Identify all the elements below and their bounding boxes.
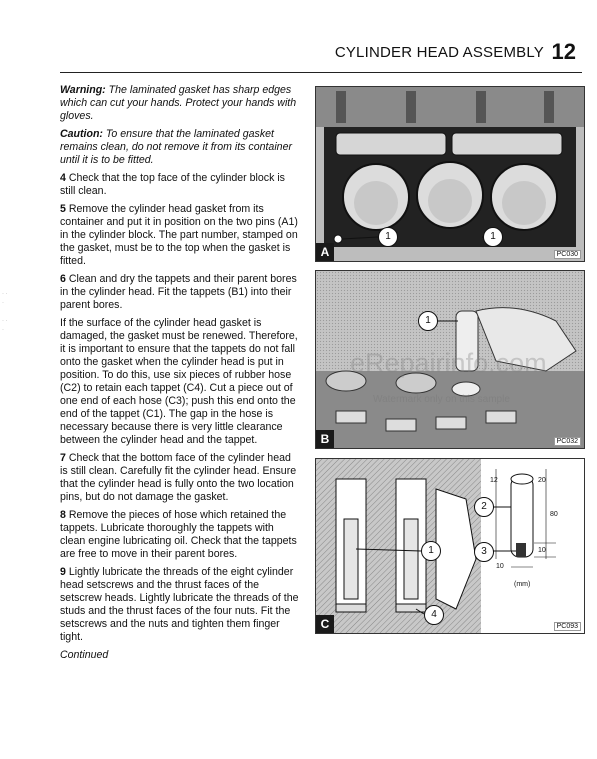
figure-letter: A <box>316 243 334 261</box>
figure-letter: B <box>316 430 334 448</box>
warning-body: The laminated gasket has sharp edges which can cut your hands. Protect your hands with gloves. <box>60 84 297 122</box>
callout-c2: 2 <box>474 497 494 517</box>
figure-code: PC030 <box>554 250 581 259</box>
figure-code: PC032 <box>554 437 581 446</box>
gasket-illustration <box>316 87 584 261</box>
step-number: 8 <box>60 509 66 521</box>
callout-c1: 1 <box>421 541 441 561</box>
step-text: If the surface of the cylinder head gasket is damaged, the gasket must be renewed. Therefore, it is important to ensure that the tappets do not fall onto the gasket when the cylinder head is put in position. To do this, use six pieces of rubber hose (C2) to retain each tappet (C4). Cut a piece out of one end of each hose (C3); push this end onto the end of the tappet (C1). The gap in the hose is necessary because there is very little clearance between the cylinder head and the tappet. <box>60 317 298 446</box>
instruction-column <box>60 84 300 667</box>
dimension-label: 12 <box>490 477 498 484</box>
step-paragraph <box>60 273 300 312</box>
dimension-label: 10 <box>496 563 504 570</box>
note-paragraph <box>60 317 300 447</box>
step-text: Lightly lubricate the threads of the eight cylinder head setscrews and the thrust faces of the setscrew heads. Lightly lubricate the threads of the studs and the thrust faces of the four nuts. Fit the setscrews and the nuts and tighten them finger tight. <box>60 566 299 643</box>
callout-b1: 1 <box>418 311 438 331</box>
step-number: 4 <box>60 172 66 184</box>
section-title: CYLINDER HEAD ASSEMBLY <box>334 44 544 61</box>
dimension-label: 20 <box>538 477 546 484</box>
step-text: Remove the cylinder head gasket from its container and put it in position on the two pins (A1) in the cylinder block. The part number, stamped on the gasket, must be to the top when the gasket is fitted. <box>60 203 298 267</box>
figure-c-hose-diagram <box>315 458 585 634</box>
callout-c3: 3 <box>474 542 494 562</box>
hose-diagram-illustration <box>316 459 584 633</box>
step-paragraph <box>60 509 300 561</box>
step-number: 6 <box>60 273 66 285</box>
step-number: 7 <box>60 452 66 464</box>
step-paragraph <box>60 452 300 504</box>
caution-body: To ensure that the laminated gasket remains clean, do not remove it from its container until it is to be fitted. <box>60 128 292 166</box>
dimension-label: 10 <box>538 547 546 554</box>
figure-a-gasket-photo <box>315 86 585 262</box>
step-paragraph <box>60 172 300 198</box>
step-number: 5 <box>60 203 66 215</box>
callout-a1-left: 1 <box>378 227 398 247</box>
dimension-unit: (mm) <box>514 581 531 588</box>
step-paragraph <box>60 203 300 268</box>
warning-label: Warning: <box>60 84 106 96</box>
callout-c4: 4 <box>424 605 444 625</box>
margin-marks: · · · · · · <box>2 291 8 333</box>
continued-label: Continued <box>60 649 109 661</box>
caution-label: Caution: <box>60 128 103 140</box>
dimension-label: 80 <box>550 511 558 518</box>
figure-code: PC093 <box>554 622 581 631</box>
caution-paragraph <box>60 128 300 167</box>
step-text: Check that the top face of the cylinder block is still clean. <box>60 172 285 197</box>
figure-letter: C <box>316 615 334 633</box>
watermark-text: eRepairinfo.com <box>350 348 547 378</box>
step-text: Check that the bottom face of the cylinder head is still clean. Carefully fit the cylinder head. Ensure that the cylinder head is fully onto the two location pins, but do not damage the gasket. <box>60 452 297 503</box>
callout-a1-right: 1 <box>483 227 503 247</box>
step-text: Remove the pieces of hose which retained the tappets. Lubricate thoroughly the tappets with clean engine lubricating oil. Check that the tappets are free to move in their parent bores. <box>60 509 297 560</box>
section-number: 12 <box>551 39 576 64</box>
page-header <box>334 38 580 68</box>
step-number: 9 <box>60 566 66 578</box>
warning-paragraph <box>60 84 300 123</box>
step-paragraph <box>60 566 300 644</box>
header-divider <box>60 72 582 73</box>
watermark-subtext: Watermark only on this sample <box>373 394 510 405</box>
step-text: Clean and dry the tappets and their parent bores in the cylinder head. Fit the tappets (B1) into their parent bores. <box>60 273 297 311</box>
